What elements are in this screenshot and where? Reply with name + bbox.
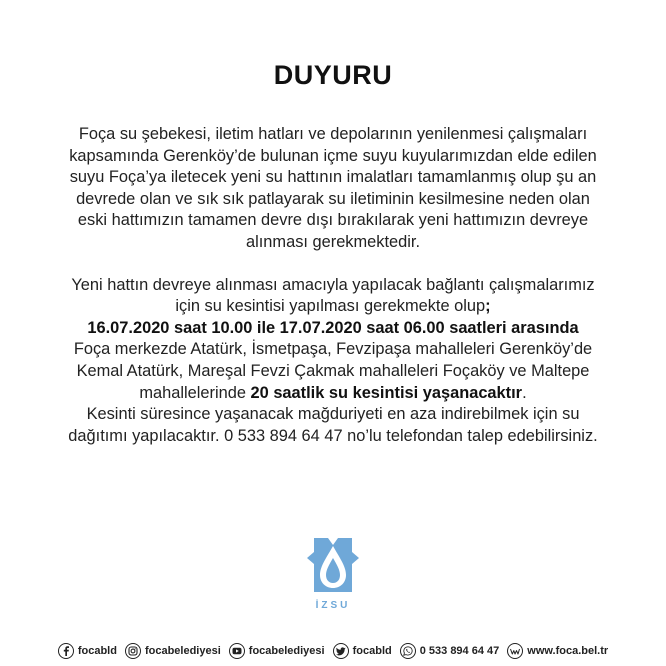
paragraph-2-line: Kemal Atatürk, Mareşal Fevzi Çakmak mahalleleri Foçaköy ve Maltepe [76, 361, 590, 380]
paragraph-1-line: alınması gerekmektedir. [246, 232, 420, 251]
twitter-icon [333, 643, 349, 659]
web-icon [507, 643, 523, 659]
twitter-handle: focabld [352, 645, 392, 657]
footer-instagram[interactable] [125, 643, 221, 659]
paragraph-1-line: devrede olan ve sık sık patlayarak su iletiminin kesilmesine neden olan [76, 189, 590, 208]
outage-duration: 20 saatlik su kesintisi yaşanacaktır [250, 383, 523, 402]
paragraph-2-line: Kesinti süresince yaşanacak mağduriyeti en aza indirebilmek için su [86, 405, 580, 424]
announcement-body [20, 124, 646, 447]
paragraph-1-line: Foça su şebekesi, iletim hatları ve depolarının yenilenmesi çalışmaları [78, 125, 588, 143]
paragraph-2-line: Foça merkezde Atatürk, İsmetpaşa, Fevzipaşa mahalleleri Gerenköy’de [73, 340, 593, 359]
paragraph-2-line: için su kesintisi yapılması gerekmekte olup; [175, 297, 491, 316]
footer-twitter[interactable] [333, 643, 392, 659]
whatsapp-icon [400, 643, 416, 659]
footer-facebook[interactable] [58, 643, 117, 659]
paragraph-1-line: suyu Foça’ya iletecek yeni su hattının imalatları tamamlanmış olup şu an [69, 168, 597, 187]
paragraph-1-line: eski hattımızın tamamen devre dışı bırakılarak yeni hattımızın devreye [77, 211, 589, 230]
outage-datetime: 16.07.2020 saat 10.00 ile 17.07.2020 saat 06.00 saatleri arasında [87, 318, 579, 337]
facebook-icon [58, 643, 74, 659]
website-url: www.foca.bel.tr [527, 645, 609, 657]
instagram-handle: focabelediyesi [144, 645, 221, 657]
paragraph-2-line: dağıtımı yapılacaktır. 0 533 894 64 47 no’lu telefondan talep edebilirsiniz. [68, 426, 598, 445]
footer-whatsapp[interactable] [400, 643, 500, 659]
whatsapp-number: 0 533 894 64 47 [419, 645, 500, 657]
izsu-logo [300, 534, 366, 612]
paragraph-2-line: mahallelerinde 20 saatlik su kesintisi yaşanacaktır. [139, 383, 527, 402]
footer-youtube[interactable] [229, 643, 325, 659]
youtube-handle: focabelediyesi [248, 645, 325, 657]
paragraph-2-line: Yeni hattın devreye alınması amacıyla yapılacak bağlantı çalışmalarımız [71, 275, 595, 294]
announcement-title: DUYURU [273, 60, 393, 90]
paragraph-1-line: kapsamında Gerenköy’de bulunan içme suyu kuyularımızdan elde edilen [69, 146, 597, 165]
footer-social-bar [0, 638, 666, 664]
instagram-icon [125, 643, 141, 659]
facebook-handle: focabld [77, 645, 117, 657]
youtube-icon [229, 643, 245, 659]
footer-website[interactable] [507, 643, 608, 659]
logo-text: İZSU [315, 600, 351, 611]
